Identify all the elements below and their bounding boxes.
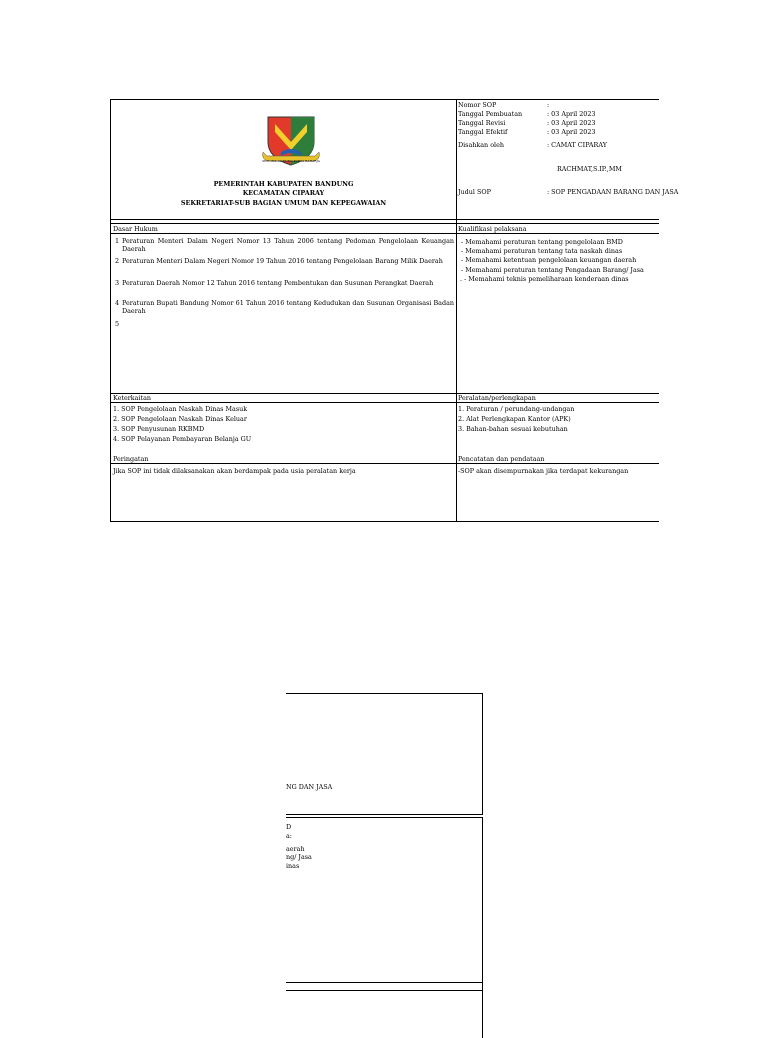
related-sop-item: 2. SOP Pengelolaan Naskah Dinas Keluar [113, 415, 247, 423]
related-sop-item: 1. SOP Pengelolaan Naskah Dinas Masuk [113, 405, 248, 413]
unit-name: SEKRETARIAT-SUB BAGIAN UMUM DAN KEPEGAWAIAN [180, 199, 387, 207]
section-divider [111, 393, 659, 394]
signatory: RACHMAT,S.IP.,MM [557, 165, 622, 173]
gov-name: PEMERINTAH KABUPATEN BANDUNG [213, 180, 354, 188]
title-underline [111, 233, 456, 234]
meta-label: Tanggal Pembuatan [458, 110, 523, 118]
equipment-item: 3. Bahan-bahan sesuai kebutuhan [458, 425, 568, 433]
legal-basis-item: Peraturan Menteri Dalam Negeri Nomor 19 Tahun 2016 tentang Pengelolaan Barang Milik Daerah [122, 257, 443, 265]
fragment-divider [286, 982, 482, 983]
meta-value: : [547, 101, 550, 109]
list-number: 3 [115, 279, 120, 287]
qualification-item: - Memahami peraturan tentang pengelolaan BMD [461, 238, 623, 246]
fragment-line: a: [286, 832, 292, 840]
recording-text: -SOP akan disempurnakan jika terdapat kekurangan [458, 467, 629, 475]
fragment-line: aerah [286, 845, 305, 853]
peralatan-title: Peralatan/perlengkapan [458, 394, 536, 402]
title-underline [111, 402, 659, 403]
header-divider [111, 219, 659, 220]
legal-basis-item: Peraturan Menteri Dalam Negeri Nomor 13 Tahun 2006 tentang Pedoman Pengelolaan Keuangan Daerah [122, 237, 454, 253]
dasar-hukum-title: Dasar Hukum [113, 225, 158, 233]
list-number: 5 [115, 320, 120, 328]
qualification-item: . - Memahami teknis pemeliharaan kenderaan dinas [460, 275, 629, 283]
list-number: 1 [115, 237, 120, 245]
meta-label: Tanggal Revisi [458, 119, 506, 127]
header-divider-double [111, 223, 659, 224]
fragment-line: ng/ Jasa [286, 853, 312, 861]
list-number: 2 [115, 257, 120, 265]
meta-label: Tanggal Efektif [458, 128, 508, 136]
title-underline [456, 233, 659, 234]
fragment-judul-text: NG DAN JASA [286, 783, 333, 791]
title-underline [111, 463, 659, 464]
kualifikasi-title: Kualifikasi pelaksana [458, 225, 527, 233]
warning-text: Jika SOP ini tidak dilaksanakan akan berdampak pada usia peralatan kerja [113, 467, 356, 475]
related-sop-item: 4. SOP Pelayanan Pembayaran Belanja GU [113, 435, 252, 443]
sop-sheet [110, 99, 679, 522]
kecamatan-name: KECAMATAN CIPARAY [242, 189, 325, 197]
peringatan-title: Peringatan [113, 455, 149, 463]
fragment-divider [286, 990, 482, 991]
pencatatan-title: Pencatatan dan pendataan [458, 455, 545, 463]
judul-label: Judul SOP [458, 188, 491, 196]
meta-value: : 03 April 2023 [547, 110, 596, 118]
meta-label: Disahkan oleh [458, 141, 504, 149]
equipment-item: 1. Peraturan / perundang-undangan [458, 405, 575, 413]
equipment-item: 2. Alat Perlengkapan Kantor (APK) [458, 415, 571, 423]
column-divider [456, 100, 457, 521]
fragment-header-box [286, 693, 483, 815]
meta-value: : 03 April 2023 [547, 128, 596, 136]
legal-basis-item: Peraturan Daerah Nomor 12 Tahun 2016 tentang Pembentukan dan Susunan Perangkat Daerah [122, 279, 434, 287]
meta-value: : 03 April 2023 [547, 119, 596, 127]
qualification-item: - Memahami ketentuan pengelolaan keuangan daerah [461, 256, 637, 264]
legal-basis-item: Peraturan Bupati Bandung Nomor 61 Tahun 2016 tentang Kedudukan dan Susunan Organisasi Badan Daerah [122, 299, 454, 315]
logo-ribbon-text: SEPI INK GUNUNG KARTA RAHARJA [262, 159, 320, 163]
fragment-body-box [286, 817, 483, 1038]
list-number: 4 [115, 299, 120, 307]
qualification-item: - Memahami peraturan tentang tata naskah dinas [461, 247, 623, 255]
cropped-sheet-fragment [286, 693, 483, 1024]
fragment-line: D [286, 823, 292, 831]
meta-value: : CAMAT CIPARAY [547, 141, 607, 149]
related-sop-item: 3. SOP Penyusunan RKBMD [113, 425, 205, 433]
keterkaitan-title: Keterkaitan [113, 394, 152, 402]
fragment-line: inas [286, 862, 300, 870]
qualification-item: - Memahami peraturan tentang Pengadaan Barang/ Jasa [461, 266, 644, 274]
meta-label: Nomor SOP [458, 101, 497, 109]
judul-value: : SOP PENGADAAN BARANG DAN JASA [547, 188, 679, 196]
